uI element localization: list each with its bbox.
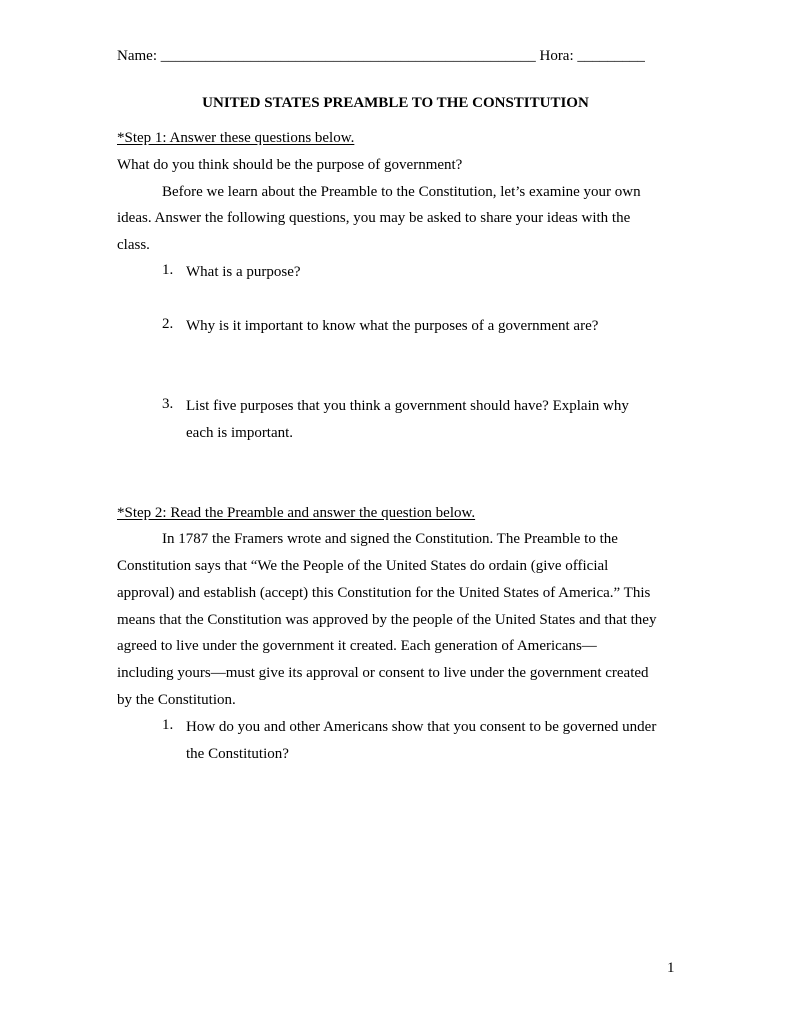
- step1-paragraph-line: class.: [117, 237, 150, 253]
- step2-heading: *Step 2: Read the Preamble and answer the question below.: [117, 505, 476, 521]
- list-item-number: 2.: [162, 316, 174, 332]
- list-item-text: What is a purpose?: [186, 264, 301, 280]
- list-item-number: 3.: [162, 396, 174, 412]
- list-item-number: 1.: [162, 717, 174, 733]
- page-number: 1: [667, 960, 675, 976]
- step1-heading: *Step 1: Answer these questions below.: [117, 130, 355, 146]
- name-hora-line: Name: __________________________________________________ Hora: _________: [117, 48, 645, 64]
- list-item-text: Why is it important to know what the purposes of a government are?: [186, 318, 599, 334]
- list-item-number: 1.: [162, 262, 174, 278]
- list-item-text: List five purposes that you think a government should have? Explain why: [186, 398, 629, 414]
- step2-paragraph-line: In 1787 the Framers wrote and signed the Constitution. The Preamble to the: [162, 531, 618, 547]
- step1-question: What do you think should be the purpose of government?: [117, 157, 463, 173]
- list-item-text: How do you and other Americans show that you consent to be governed under: [186, 719, 657, 735]
- page-title: UNITED STATES PREAMBLE TO THE CONSTITUTION: [202, 95, 589, 111]
- step1-paragraph-line: Before we learn about the Preamble to the Constitution, let’s examine your own: [162, 184, 641, 200]
- step2-paragraph-line: agreed to live under the government it created. Each generation of Americans—: [117, 638, 597, 654]
- step1-paragraph-line: ideas. Answer the following questions, you may be asked to share your ideas with the: [117, 210, 631, 226]
- step2-paragraph-line: Constitution says that “We the People of the United States do ordain (give official: [117, 558, 609, 574]
- step2-paragraph-line: by the Constitution.: [117, 692, 236, 708]
- list-item-text: the Constitution?: [186, 746, 289, 762]
- step2-paragraph-line: means that the Constitution was approved by the people of the United States and that they: [117, 612, 657, 628]
- step2-paragraph-line: approval) and establish (accept) this Constitution for the United States of America.” This: [117, 585, 651, 601]
- step2-paragraph-line: including yours—must give its approval or consent to live under the government created: [117, 665, 649, 681]
- list-item-text: each is important.: [186, 425, 294, 441]
